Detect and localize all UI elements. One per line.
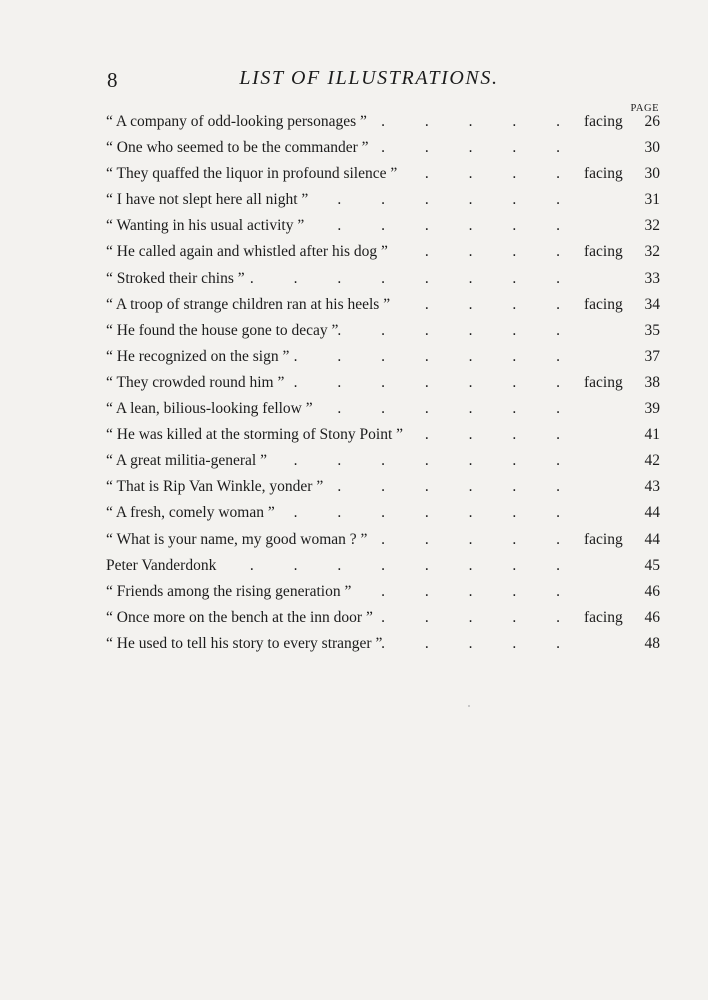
page-ref: 35 xyxy=(644,321,660,339)
dot-leader xyxy=(367,531,584,549)
illustration-list xyxy=(106,113,660,661)
facing-label: facing xyxy=(584,608,623,626)
list-item xyxy=(106,322,660,348)
dot-leader xyxy=(382,635,584,653)
dot-leader xyxy=(275,504,584,522)
page-ref: 48 xyxy=(644,634,660,652)
illustration-caption: “ He called again and whistled after his dog ” xyxy=(106,243,388,261)
illustration-caption: Peter Vanderdonk xyxy=(106,556,217,574)
page-ref: 41 xyxy=(644,426,660,444)
list-item xyxy=(106,374,660,400)
illustration-caption: “ A troop of strange children ran at his heels ” xyxy=(106,295,391,313)
page-ref: 38 xyxy=(644,373,660,391)
illustration-caption: “ A lean, bilious-looking fellow ” xyxy=(106,400,313,418)
dot-leader xyxy=(369,139,584,157)
list-item xyxy=(106,635,660,661)
list-item xyxy=(106,504,660,530)
page-ref: 44 xyxy=(644,504,660,522)
list-item xyxy=(106,609,660,635)
dot-leader xyxy=(284,374,584,392)
dot-leader xyxy=(245,270,584,288)
dot-leader xyxy=(403,426,584,444)
list-item xyxy=(106,217,660,243)
page-ref: 26 xyxy=(644,113,660,130)
dot-leader xyxy=(313,400,584,418)
page-ref: 44 xyxy=(644,530,660,548)
list-item xyxy=(106,426,660,452)
illustration-caption: “ They crowded round him ” xyxy=(106,373,285,391)
dot-leader xyxy=(390,296,584,314)
dot-leader xyxy=(338,322,584,340)
list-item xyxy=(106,139,660,165)
page-ref: 30 xyxy=(644,165,660,183)
list-item xyxy=(106,270,660,296)
list-item xyxy=(106,557,660,583)
illustration-caption: “ He found the house gone to decay ” xyxy=(106,321,339,339)
list-item xyxy=(106,165,660,191)
illustration-caption: “ That is Rip Van Winkle, yonder ” xyxy=(106,478,324,496)
dot-leader xyxy=(216,557,584,575)
page-ref: 32 xyxy=(644,243,660,261)
dot-leader xyxy=(351,583,584,601)
facing-label: facing xyxy=(584,165,623,183)
list-item xyxy=(106,400,660,426)
illustration-caption: “ He was killed at the storming of Stony Point ” xyxy=(106,426,404,444)
page-number: 8 xyxy=(107,68,118,92)
page-ref: 37 xyxy=(644,347,660,365)
illustration-caption: “ Friends among the rising generation ” xyxy=(106,582,352,600)
page-ref: 45 xyxy=(644,556,660,574)
illustration-caption: “ Wanting in his usual activity ” xyxy=(106,217,305,235)
list-item xyxy=(106,348,660,374)
illustration-caption: “ I have not slept here all night ” xyxy=(106,191,309,209)
list-item xyxy=(106,296,660,322)
dot-leader xyxy=(308,191,584,209)
dot-leader xyxy=(289,348,584,366)
dot-leader xyxy=(304,217,584,235)
illustration-caption: “ Once more on the bench at the inn door ” xyxy=(106,608,373,626)
facing-label: facing xyxy=(584,373,623,391)
illustration-caption: “ He used to tell his story to every stranger ” xyxy=(106,634,383,652)
page-column-label: PAGE xyxy=(630,103,659,114)
dot-leader xyxy=(397,165,584,183)
list-item xyxy=(106,531,660,557)
illustration-caption: “ What is your name, my good woman ? ” xyxy=(106,530,368,548)
illustration-caption: “ One who seemed to be the commander ” xyxy=(106,139,369,157)
list-item xyxy=(106,478,660,504)
illustration-caption: “ A great militia-general ” xyxy=(106,452,267,470)
dot-leader xyxy=(367,113,584,131)
page-ref: 42 xyxy=(644,452,660,470)
dot-leader xyxy=(323,478,584,496)
page-ref: 33 xyxy=(644,269,660,287)
list-item xyxy=(106,191,660,217)
illustration-caption: “ A company of odd-looking personages ” xyxy=(106,113,367,130)
page-ref: 46 xyxy=(644,582,660,600)
illustration-caption: “ He recognized on the sign ” xyxy=(106,347,290,365)
list-item xyxy=(106,243,660,269)
running-head: LIST OF ILLUSTRATIONS. xyxy=(239,67,499,89)
page-ref: 31 xyxy=(644,191,660,209)
page-ref: 46 xyxy=(644,608,660,626)
facing-label: facing xyxy=(584,113,623,130)
list-item xyxy=(106,583,660,609)
facing-label: facing xyxy=(584,295,623,313)
page-ref: 43 xyxy=(644,478,660,496)
facing-label: facing xyxy=(584,243,623,261)
dot-leader xyxy=(373,609,584,627)
dot-leader xyxy=(388,243,584,261)
list-item xyxy=(106,452,660,478)
illustration-caption: “ They quaffed the liquor in profound silence ” xyxy=(106,165,398,183)
page-ref: 30 xyxy=(644,139,660,157)
facing-label: facing xyxy=(584,530,623,548)
page-ref: 32 xyxy=(644,217,660,235)
illustration-caption: “ Stroked their chins ” xyxy=(106,269,245,287)
list-item xyxy=(106,113,660,139)
paper-speck xyxy=(468,705,470,707)
page-ref: 34 xyxy=(644,295,660,313)
illustration-caption: “ A fresh, comely woman ” xyxy=(106,504,275,522)
page-ref: 39 xyxy=(644,400,660,418)
dot-leader xyxy=(267,452,584,470)
